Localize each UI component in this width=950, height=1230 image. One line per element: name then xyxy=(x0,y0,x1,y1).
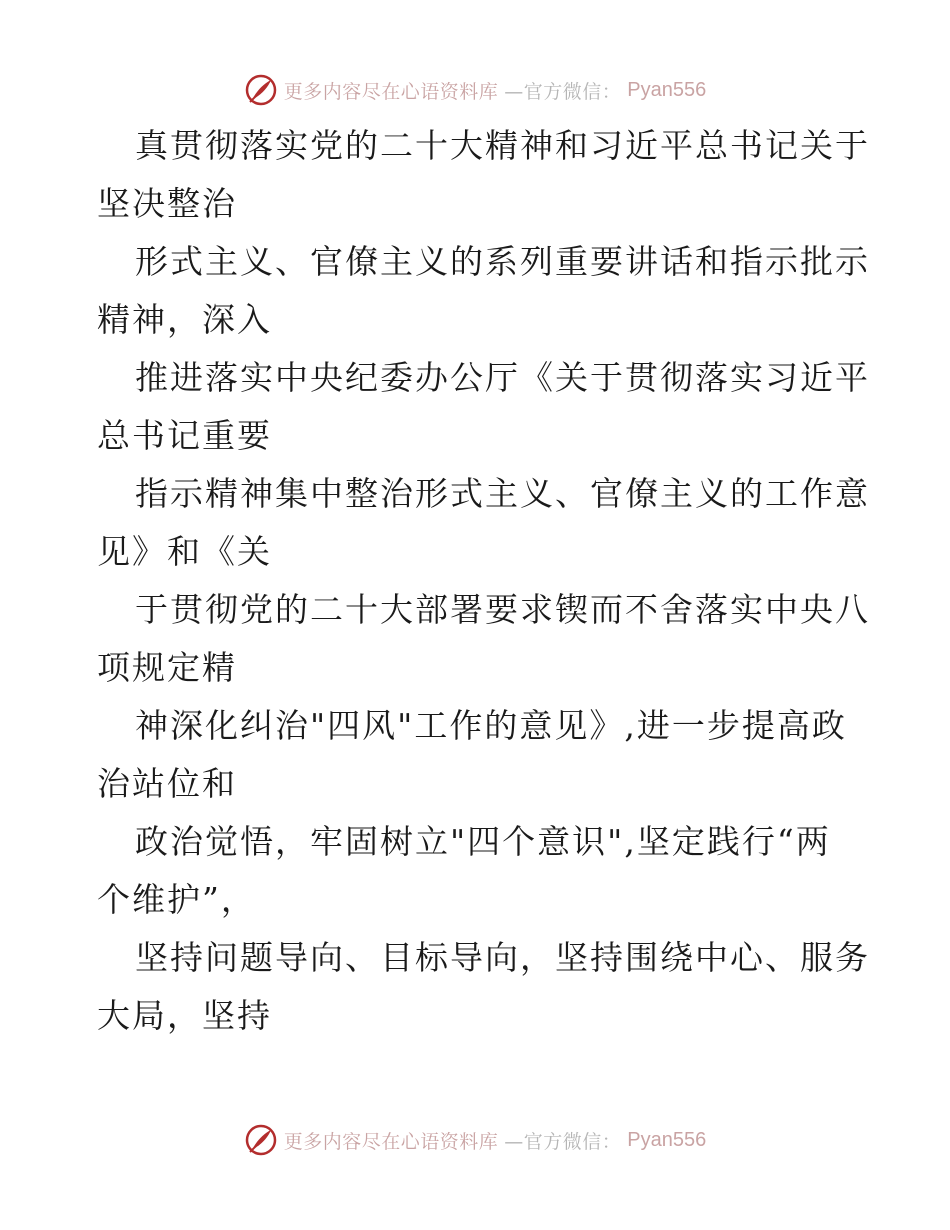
body-line: 个维护”， xyxy=(97,880,256,919)
watermark-main-text: 更多内容尽在心语资料库 xyxy=(283,80,499,103)
body-line: 指示精神集中整治形式主义、官僚主义的工作意 xyxy=(135,474,870,513)
header-watermark xyxy=(0,70,950,110)
body-line: 于贯彻党的二十大部署要求锲而不舍落实中央八 xyxy=(135,590,870,629)
feather-pen-logo-icon xyxy=(244,73,278,107)
footer-watermark xyxy=(0,1120,950,1160)
watermark-separator-text: —官方微信： xyxy=(504,80,622,103)
body-line: 大局，坚持 xyxy=(97,996,272,1035)
body-line: 坚决整治 xyxy=(97,184,237,223)
body-line: 政治觉悟，牢固树立"四个意识",坚定践行“两 xyxy=(135,822,831,861)
watermark-separator-text: —官方微信： xyxy=(504,1130,622,1153)
body-line: 总书记重要 xyxy=(97,416,272,455)
body-line: 形式主义、官僚主义的系列重要讲话和指示批示 xyxy=(135,242,870,281)
watermark-wechat-id: Pyan556 xyxy=(627,78,707,101)
feather-pen-logo-icon xyxy=(244,1123,278,1157)
body-line: 真贯彻落实党的二十大精神和习近平总书记关于 xyxy=(135,126,870,165)
body-line: 治站位和 xyxy=(97,764,237,803)
body-line: 精神，深入 xyxy=(97,300,272,339)
watermark-wechat-id: Pyan556 xyxy=(627,1128,707,1151)
body-line: 推进落实中央纪委办公厅《关于贯彻落实习近平 xyxy=(135,358,870,397)
watermark-main-text: 更多内容尽在心语资料库 xyxy=(283,1130,499,1153)
body-line: 神深化纠治"四风"工作的意见》,进一步提高政 xyxy=(135,706,847,745)
body-line: 见》和《关 xyxy=(97,532,272,571)
body-line: 坚持问题导向、目标导向，坚持围绕中心、服务 xyxy=(135,938,870,977)
body-line: 项规定精 xyxy=(97,648,237,687)
document-body xyxy=(97,117,870,1045)
